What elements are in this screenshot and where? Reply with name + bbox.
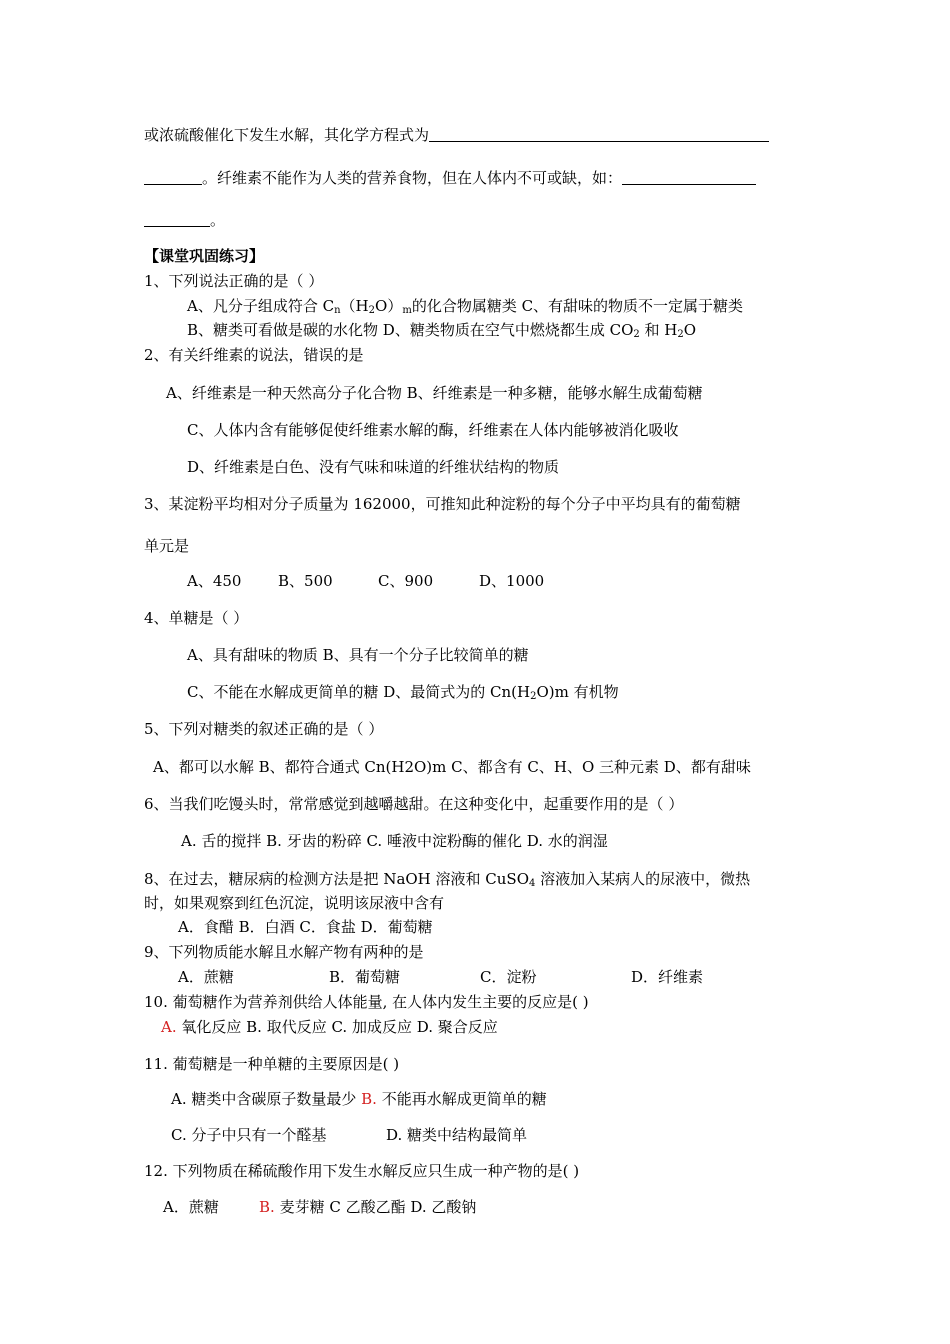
- answer-blank: [429, 127, 769, 142]
- answer-blank: [622, 170, 756, 185]
- intro-line-2: [144, 168, 756, 188]
- intro-text-3: 。: [210, 211, 226, 229]
- question-3-stem-cont: 单元是: [144, 537, 190, 555]
- question-9-stem: 9、下列物质能水解且水解产物有两种的是: [144, 943, 424, 961]
- question-6-stem: 6、当我们吃馒头时，常常感觉到越嚼越甜。在这种变化中，起重要作用的是（ ）: [144, 795, 684, 813]
- question-5-stem: 5、下列对糖类的叙述正确的是（ ）: [144, 720, 384, 738]
- intro-text-2: 。纤维素不能作为人类的营养食物，但在人体内不可或缺，如：: [202, 169, 623, 187]
- question-3-option-d: D、1000: [479, 572, 545, 590]
- answer-marked-option: A.: [161, 1018, 177, 1036]
- question-1-stem: 1、下列说法正确的是（ ）: [144, 272, 324, 290]
- intro-line-3: [144, 210, 225, 230]
- intro-text-1: 或浓硫酸催化下发生水解，其化学方程式为: [144, 126, 430, 144]
- question-2-option-d: D、纤维素是白色、没有气味和味道的纤维状结构的物质: [187, 458, 560, 476]
- intro-line-1: [144, 125, 769, 145]
- question-12-option-a: A．蔗糖: [163, 1198, 219, 1216]
- question-11-options-ab: A. 糖类中含碳原子数量最少 B. 不能再水解成更简单的糖: [171, 1090, 547, 1108]
- question-3-option-c: C、900: [378, 572, 434, 590]
- answer-blank: [144, 170, 202, 185]
- question-9-option-c: C．淀粉: [480, 968, 537, 986]
- section-title: 【课堂巩固练习】: [144, 247, 265, 265]
- question-9-option-a: A．蔗糖: [178, 968, 234, 986]
- question-11-stem: 11. 葡萄糖是一种单糖的主要原因是( ): [144, 1055, 400, 1073]
- question-4-stem: 4、单糖是（ ）: [144, 609, 249, 627]
- question-8-stem-cont: 时，如果观察到红色沉淀，说明该尿液中含有: [144, 894, 445, 912]
- question-10-options: A. 氧化反应 B. 取代反应 C. 加成反应 D. 聚合反应: [161, 1018, 498, 1036]
- question-2-option-ab: A、纤维素是一种天然高分子化合物 B、纤维素是一种多糖，能够水解生成葡萄糖: [166, 384, 703, 402]
- question-6-options: A. 舌的搅拌 B. 牙齿的粉碎 C. 唾液中淀粉酶的催化 D. 水的润湿: [181, 832, 608, 850]
- question-2-stem: 2、有关纤维素的说法，错误的是: [144, 346, 364, 364]
- question-3-option-a: A、450: [187, 572, 242, 590]
- question-10-stem: 10. 葡萄糖作为营养剂供给人体能量, 在人体内发生主要的反应是( ): [144, 993, 589, 1011]
- question-11-option-c: C. 分子中只有一个醛基: [171, 1126, 327, 1144]
- question-3-stem: 3、某淀粉平均相对分子质量为 162000，可推知此种淀粉的每个分子中平均具有的葡萄糖: [144, 495, 741, 513]
- question-12-options-bcd: B. 麦芽糖 C 乙酸乙酯 D. 乙酸钠: [259, 1198, 477, 1216]
- question-8-stem: 8、在过去，糖尿病的检测方法是把 NaOH 溶液和 CuSO$_4$ 溶液加入某病人的尿液中，微热: [144, 870, 751, 889]
- answer-marked-option: B.: [361, 1090, 377, 1108]
- question-1-options-bd: B、糖类可看做是碳的水化物 D、糖类物质在空气中燃烧都生成 $CO_2$ 和 $H_2O$: [187, 321, 697, 340]
- question-3-option-b: B、500: [278, 572, 333, 590]
- question-11-option-d: D. 糖类中结构最简单: [386, 1126, 528, 1144]
- question-9-option-b: B．葡萄糖: [329, 968, 401, 986]
- question-12-stem: 12. 下列物质在稀硫酸作用下发生水解反应只生成一种产物的是( ): [144, 1162, 580, 1180]
- question-2-option-c: C、人体内含有能够促使纤维素水解的酶，纤维素在人体内能够被消化吸收: [187, 421, 679, 439]
- question-4-options-cd: C、不能在水解成更简单的糖 D、最简式为的 $Cn(H_2O)m$ 有机物: [187, 683, 619, 702]
- question-4-options-ab: A、具有甜味的物质 B、具有一个分子比较简单的糖: [187, 646, 529, 664]
- question-8-options: A．食醋 B．白酒 C．食盐 D．葡萄糖: [178, 918, 433, 936]
- question-1-options-ac: A、凡分子组成符合 $C_n(H_2O)_m$的化合物属糖类 C、有甜味的物质不一定属于糖类: [187, 297, 744, 316]
- answer-blank: [144, 212, 210, 227]
- question-5-options: A、都可以水解 B、都符合通式 Cn(H2O)m C、都含有 C、H、O 三种元素 D、都有甜味: [153, 758, 751, 776]
- answer-marked-option: B.: [259, 1198, 275, 1216]
- question-9-option-d: D．纤维素: [631, 968, 704, 986]
